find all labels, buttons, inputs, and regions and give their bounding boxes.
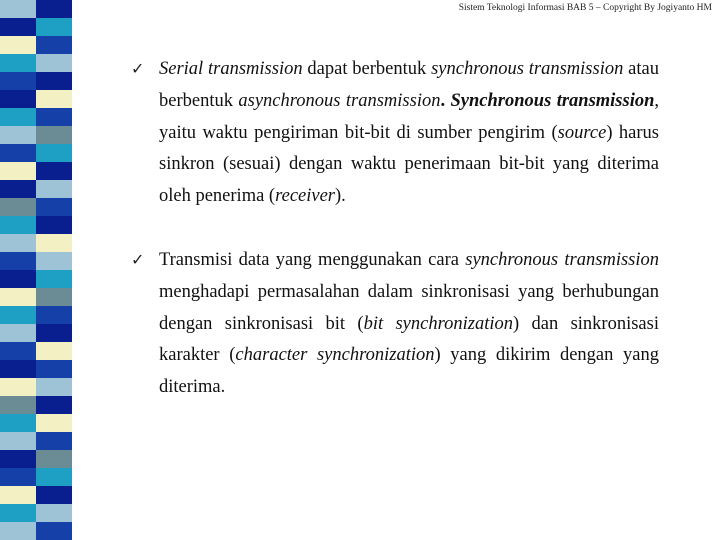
stripe-block	[0, 234, 36, 252]
stripe-block	[0, 72, 36, 90]
stripe-block	[0, 270, 36, 288]
stripe-block	[36, 252, 72, 270]
stripe-block	[36, 198, 72, 216]
stripe-block	[36, 216, 72, 234]
stripe-block	[0, 252, 36, 270]
stripe-block	[0, 144, 36, 162]
bullet-2-text: ) dan sinkronisasi karakter (	[159, 313, 659, 366]
bullet-2-text: Transmisi data yang menggunakan cara	[159, 250, 466, 270]
bullet-1-text-italic: asynchronous transmission	[238, 90, 441, 111]
stripe-block	[0, 432, 36, 450]
bullet-1-text-italic: Serial transmission	[159, 59, 303, 79]
stripe-block	[0, 378, 36, 396]
stripe-block	[36, 0, 72, 18]
bullet-2-text: menghadapi permasalahan dalam sinkronisasi yang berhubungan dengan sinkronisasi bit (	[159, 281, 659, 334]
stripe-block	[0, 108, 36, 126]
bullet-1-text: , yaitu waktu pengiriman bit-bit di sumber pengirim (	[159, 90, 660, 143]
stripe-block	[0, 54, 36, 72]
stripe-block	[0, 216, 36, 234]
slide-header: Sistem Teknologi Informasi BAB 5 – Copyright By Jogiyanto HM	[458, 3, 712, 13]
stripe-block	[36, 18, 72, 36]
stripe-block	[36, 486, 72, 504]
stripe-block	[36, 270, 72, 288]
stripe-block	[0, 324, 36, 342]
stripe-block	[36, 126, 72, 144]
stripe-block	[36, 522, 72, 540]
stripe-block	[36, 144, 72, 162]
stripe-block	[36, 414, 72, 432]
bullet-1-text: atau berbentuk	[159, 59, 659, 111]
stripe-block	[0, 0, 36, 18]
checkmark-icon: ✓	[131, 252, 145, 269]
bullet-1-text-bold: .	[440, 90, 451, 111]
stripe-block	[0, 36, 36, 54]
stripe-block	[0, 360, 36, 378]
stripe-block	[36, 432, 72, 450]
bullet-paragraph-2	[159, 245, 659, 404]
stripe-block	[36, 180, 72, 198]
bullet-1-text-italic: receiver	[275, 186, 336, 207]
stripe-block	[0, 180, 36, 198]
stripe-block	[36, 450, 72, 468]
bullet-2-text: ) yang dikirim dengan yang diterima.	[159, 345, 659, 398]
stripe-block	[36, 468, 72, 486]
stripe-block	[36, 504, 72, 522]
stripe-block	[36, 324, 72, 342]
stripe-block	[0, 18, 36, 36]
stripe-block	[0, 486, 36, 504]
bullet-1-text-italic: synchronous transmission	[431, 59, 624, 79]
stripe-block	[0, 522, 36, 540]
stripe-block	[0, 504, 36, 522]
stripe-block	[36, 108, 72, 126]
stripe-block	[0, 198, 36, 216]
bullet-1-text: ).	[335, 186, 346, 207]
stripe-block	[0, 306, 36, 324]
bullet-2-text-italic: character synchronization	[235, 345, 435, 366]
bullet-1-text: dapat berbentuk	[302, 59, 432, 79]
bullet-1-text-bold-italic: Synchronous transmission	[450, 90, 655, 111]
stripe-block	[0, 90, 36, 108]
bullet-2-text-italic: bit synchronization	[363, 313, 513, 334]
bullet-1-text: ) harus sinkron (sesuai) dengan waktu penerimaan bit-bit yang diterima oleh penerima (	[159, 122, 659, 207]
stripe-block	[36, 378, 72, 396]
stripe-block	[0, 450, 36, 468]
stripe-block	[0, 342, 36, 360]
stripe-block	[0, 162, 36, 180]
stripe-block	[36, 396, 72, 414]
stripe-block	[0, 288, 36, 306]
stripe-block	[36, 288, 72, 306]
stripe-block	[0, 468, 36, 486]
stripe-block	[0, 396, 36, 414]
bullet-paragraph-1	[159, 54, 659, 213]
stripe-block	[36, 342, 72, 360]
stripe-block	[36, 162, 72, 180]
bullet-1-text-italic: source	[557, 122, 607, 143]
stripe-block	[36, 54, 72, 72]
bullet-2-text-italic: synchronous transmission	[465, 250, 659, 270]
stripe-block	[36, 72, 72, 90]
stripe-block	[36, 306, 72, 324]
stripe-block	[0, 126, 36, 144]
stripe-block	[36, 234, 72, 252]
stripe-block	[36, 360, 72, 378]
checkmark-icon: ✓	[131, 61, 145, 78]
stripe-block	[36, 36, 72, 54]
stripe-block	[0, 414, 36, 432]
stripe-block	[36, 90, 72, 108]
decorative-color-stripe	[0, 0, 72, 540]
